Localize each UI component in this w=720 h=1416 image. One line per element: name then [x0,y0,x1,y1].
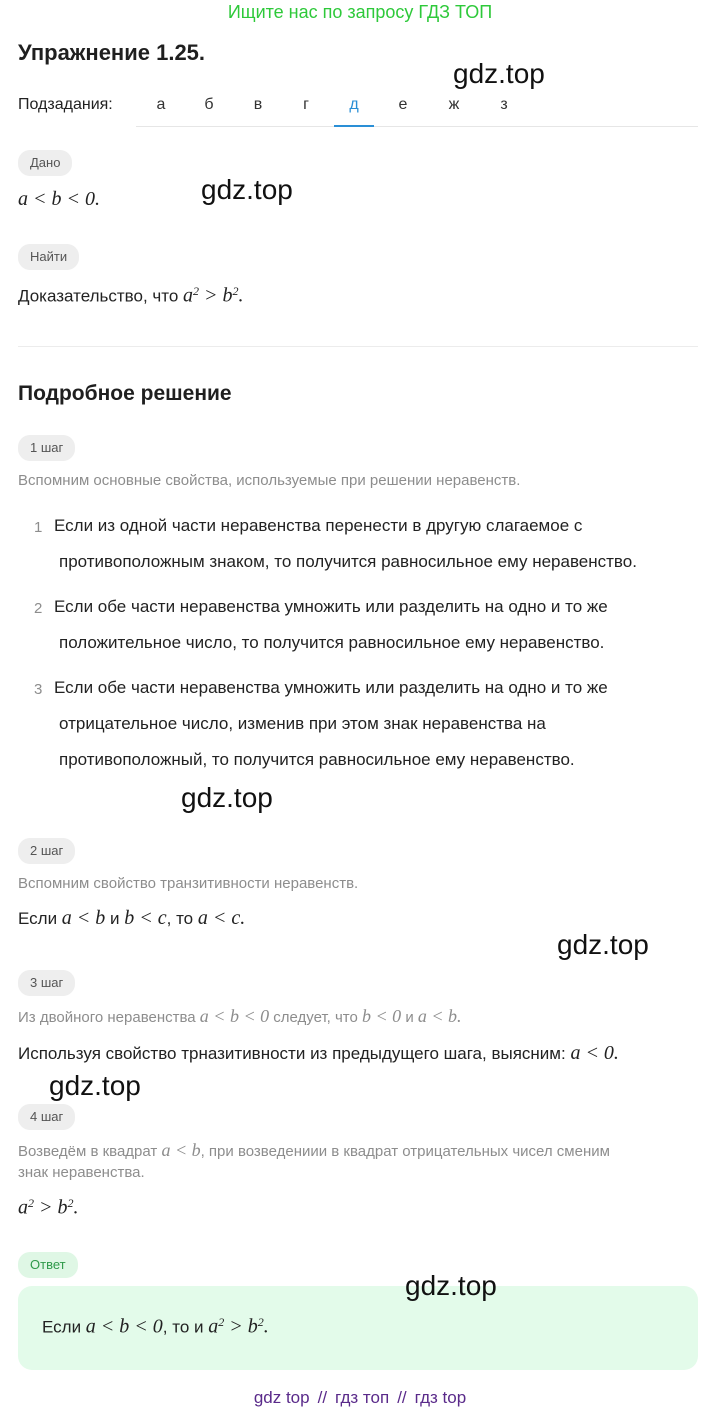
watermark: gdz.top [181,782,273,813]
solution-title: Подробное решение [18,382,232,405]
text: следует, что [269,1009,363,1026]
step2-pill: 2 шаг [18,838,75,864]
math: a < b < 0 [199,1006,270,1026]
math-a: a [18,1196,28,1219]
exp: 2 [257,1315,264,1329]
text: , при возведениии в квадрат отрицательных чисел сменим [200,1143,610,1160]
math: a < b [61,907,106,929]
list-item-cont: положительное число, то получится равносильное ему неравенство. [59,633,605,652]
step1-hint: Вспомним основные свойства, используемые при решении неравенств. [18,472,521,489]
top-banner: Ищите нас по запросу ГДЗ ТОП [227,2,493,22]
tail: . [263,1315,269,1338]
subtasks-label: Подзадания: [18,96,113,113]
step3-pill: 3 шаг [18,970,75,996]
given-math: a < b < 0. [18,188,100,210]
find-statement [18,284,244,308]
list-item: Если из одной части неравенства перенести в другую слагаемое с [54,516,583,535]
math: a < b [161,1140,201,1160]
tab-e[interactable]: е [398,96,408,113]
step4-pill: 4 шаг [18,1104,75,1130]
watermark: gdz.top [201,174,293,205]
text: Если [18,909,62,928]
text: , то и [162,1317,209,1337]
watermark: gdz.top [557,929,649,960]
text: Возведём в квадрат [18,1143,162,1160]
list-number: 1 [34,519,43,536]
math: a < 0. [570,1042,619,1064]
math: a < b < 0 [85,1315,163,1338]
page-title: Упражнение 1.25. [18,40,206,65]
list-item-cont: противоположным знаком, то получится равносильное ему неравенство. [59,552,637,571]
footer-link[interactable]: gdz top [253,1388,310,1407]
footer-separator: // [397,1388,407,1407]
math-gt: > b [224,1315,258,1338]
text: Если [42,1317,86,1337]
footer-link[interactable]: гдз топ [335,1388,390,1407]
exp: 2 [218,1315,225,1329]
tab-v[interactable]: в [253,96,263,113]
math-a: a [208,1315,219,1338]
subtask-tabs [136,90,698,127]
tab-b[interactable]: б [204,96,214,113]
watermark: gdz.top [405,1270,497,1301]
list-item: Если обе части неравенства умножить или разделить на одно и то же [54,678,608,697]
text: , то [166,909,198,928]
text: Из двойного неравенства [18,1009,200,1026]
math: b < 0 [362,1006,402,1026]
list-item-cont: отрицательное число, изменив при этом знак неравенства на [59,714,546,733]
step2-hint: Вспомним свойство транзитивности неравенств. [18,875,359,892]
text: Используя свойство трназитивности из предыдущего шага, выясним: [18,1044,571,1063]
find-math-a: a [183,284,194,307]
math: a < c. [197,907,246,929]
step3-hint [18,1006,462,1027]
tab-a[interactable]: а [156,96,166,113]
find-pill: Найти [18,244,79,270]
text: и [105,909,125,928]
find-text: Доказательство, что [18,286,184,306]
watermark: gdz.top [49,1070,141,1101]
find-tail: . [238,284,244,307]
math: b < c [124,907,167,929]
math-gt: > b [34,1196,68,1219]
tab-zh[interactable]: ж [448,96,460,113]
answer-pill: Ответ [18,1252,78,1278]
footer-separator: // [317,1388,328,1407]
exp: 2 [67,1196,74,1210]
footer-link[interactable]: гдз top [414,1388,467,1407]
find-exp: 2 [193,284,200,298]
step2-statement [18,907,245,930]
step4-hint [18,1140,610,1161]
list-number: 3 [34,681,43,698]
tab-g[interactable]: г [303,96,309,113]
list-item: Если обе части неравенства умножить или разделить на одно и то же [54,597,608,616]
exp: 2 [28,1196,34,1210]
step4-result [18,1196,79,1220]
find-math-gt: > b [199,284,233,307]
find-exp-b: 2 [232,284,239,298]
footer-links [0,1388,720,1408]
tail: . [73,1196,79,1219]
divider [18,346,698,347]
math: a < b. [417,1006,462,1026]
text: и [401,1009,418,1026]
watermark: gdz.top [453,58,545,89]
tab-d[interactable]: д [334,96,374,127]
step3-statement [18,1042,619,1065]
answer-text [42,1315,269,1339]
step4-hint-cont: знак неравенства. [18,1164,145,1181]
given-pill: Дано [18,150,72,176]
tab-z[interactable]: з [500,96,508,113]
list-number: 2 [34,600,43,617]
list-item-cont: противоположный, то получится равносильное ему неравенство. [59,750,575,769]
step1-pill: 1 шаг [18,435,75,461]
